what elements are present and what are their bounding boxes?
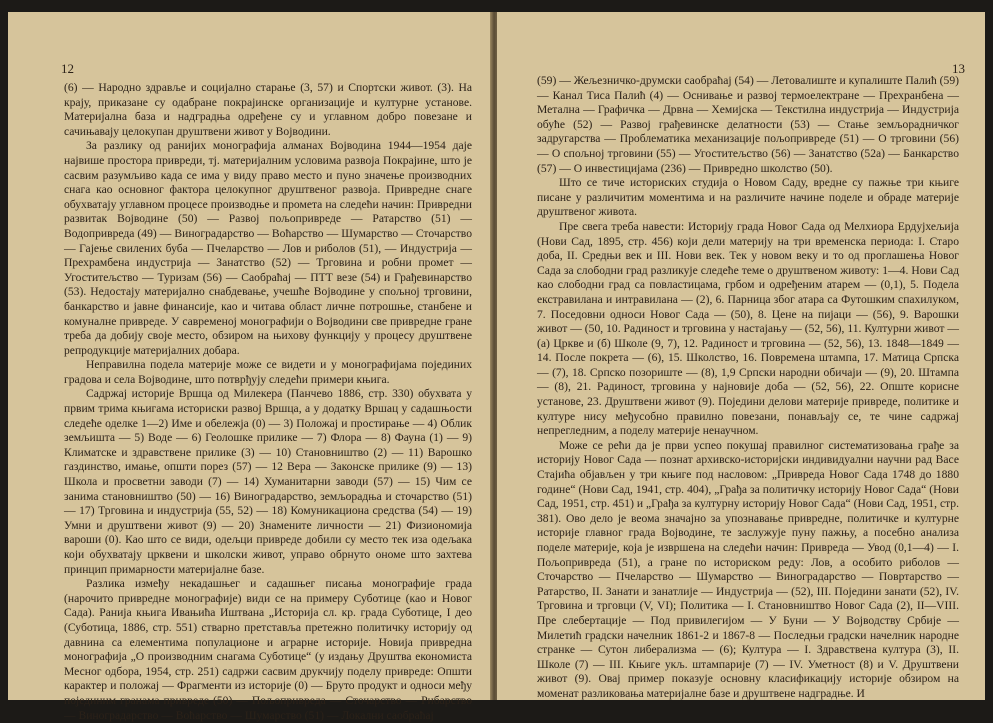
page-number-left: 12	[61, 61, 74, 76]
left-page-text	[64, 81, 472, 723]
right-page-text	[537, 74, 959, 702]
paragraph: За разлику од ранијих монографија алманах Војводина 1944—1954 даје највише простора привреди, тј. материјалним условима развоја Покрајине, што је сасвим разумљиво када се има у виду право место и пуно значење производних снага као основног фактора целокупног друштвеног развоја. Привредне снаге обухватају углавном процесе производње и промета на следећи начин: Привредни развитак Војводине (50) — Развој пољопривреде — Ратарство (51) — Водопривреда (49) — Виноградарство — Воћарство — Шумарство — Сточарство — Гајење свилених буба — Пчеларство — Лов и риболов (51), — Индустрија — Прехрамбена индустрија — Занатство (52) — Трговина и робни промет — Угоститељство — Туризам (56) — Саобраћај — ПТТ везе (54) и Грађевинарство (53). Недостају материјално снабдевање, учешће Војводине у спољној трговини, банкарство и јавне финансије, као и читава област личне потрошње, станбене и комуналне привреде. У савременој монографији о Војводини све привредне гране треба да добију своје место, обзиром на њихову функцију у процесу друштвене репродукције материјалних добара.	[64, 139, 472, 357]
paragraph: Пре свега треба навести: Историју града Новог Сада од Мелхиора Ердујхељија (Нови Сад, 1895, стр. 456) који дели материју на три временска периода: I. Старо доба, II. Средњи век и III. Нови век. Тек у новом веку и то од проглашења Новог Сада за слободни град разликује следеће теме о друштвеном животу: 1—4. Нови Сад као слободни град са повластицама, грбом и одређеним атарем — (0,1), 5. Подела екстравилана и интравилана — (2), 6. Парница због атара са Футошким спахилуком, 7. Поседовни односи Новог Сада — (50), 8. Цене на пијаци — (56), 9. Варошки живот — (50, 10. Радиност и трговина у настајању — (52, 56), 11. Културни живот — (а) Цркве и (б) Школе (9, 7), 12. Радиност и трговина — (52, 56), 13. 1848—1849 — 14. После покрета — (6), 15. Школство, 16. Повремена штампа, 17. Матица Српска — (7), 18. Српско позориште — (8), 1,9 Српски народни обичаји — (9), 20. Штампа — (8), 21. Радиност, трговина у најновије доба — (52, 56), 22. Опште корисне установе, 23. Друштвени живот (9). Поједини делови материје привреде, политике и културе нису међусобно правилно повезани, понављају се, те чине садржај непрегледним, а поделу материје ненаучном.	[537, 219, 959, 438]
paragraph: Може се рећи да је први успео покушај правилног систематизовања грађе за историју Новог Сада — познат архивско-историјски индивидуални научни рад Васе Стајића објављен у три књиге под насловом: „Привреда Новог Сада 1748 до 1880 године“ (Нови Сад, 1941, стр. 404), „Грађа за политичку историју Новог Сада“ (Нови Сад, 1951, стр. 451) и „Грађа за културну историју Новог Сада“ (Нови Сад, 1951, стр. 381). Ово дело је веома значајно за упознавање привредне, политичке и културне историје главног града Војводине, те заслужује пуну пажњу, а посебно анализа поделе материје, која је извршена на следећи начин: Привреда — Увод (0,1—4) — I. Пољопривреда (51), а гране по историском реду: Лов, а особито риболов — Сточарство — Пчеларство — Шумарство — Виноградарство — Повртарство — Ратарство, II. Занати и занатлије — Индустрија — (52), III. Поједини занати (52), IV. Трговина и трговци (V, VI); Политика — I. Становништво Новог Сада (2), II—VIII. Пре слебертације — Под привилегијом — У Буни — У Војводству Србије — Милетић градски начелник 1861-2 и 1867-8 — Последњи градски начелник народне странке — Сутон либерализма — (6); Култура — I. Здравствена култура (3), II. Школе (7) — III. Књиге укљ. штампарије (7) — IV. Уметност (8) и V. Друштвени живот (9). Овај пример показује основну класификацију историје обзиром на моменат разликовања материјалне базе и друштвене надградње. И	[537, 438, 959, 700]
paragraph: Што се тиче историских студија о Новом Саду, вредне су пажње три књиге писане у различитим моментима и на различите начине поделе и обраде материје друштвеног живота.	[537, 176, 959, 219]
paragraph: Садржај историје Вршца од Милекера (Панчево 1886, стр. 330) обухвата у првим трима књигама историски развој Вршца, а у додатку Вршац у садашњости следеће оделке 1—2) Име и обележја (0) — 3) Положај и простирање — 4) Облик земљишта — 5) Воде — 6) Геолошке прилике — 7) Флора — 8) Фауна (1) — 9) Климатске и здравствене прилике (3) — 10) Становништво (2) — 11) Варошко газдинство, имање, општи порез (57) — 12 Вера — Законске прилике (9) — 13) Школа и просветни заводи (7) — 14) Хуманитарни заводи (57) — 15) Чим се занима становништво (50) — 16) Виноградарство, земљорадња и сточарство (51) — 17) Трговина и индустрија (55, 52) — 18) Комуникациона средства (54) — 19) Умни и друштвени живот (9) — 20) Знамените личности — 21) Физиономија вароши (0). Као што се види, одељци привреде добили су место тек иза одељака који обухватају црквени и школски живот, управо обрнуто ономе што захтева принцип примарности материјалне базе.	[64, 387, 472, 576]
paragraph: Разлика између некадашњег и садашњег писања монографије града (нарочито привредне монографије) види се на примеру Суботице (као и Новог Сада). Ранија књига Ивањића Иштвана „Историја сл. кр. града Суботице, I део (Суботица, 1886, стр. 551) стварно претставља претежно политичку историју од давнина са елементима популационе и аграрне историје. Новија привредна монографија „О производним снагама Суботице“ (у издању Друштва економиста Месног одбора, 1954, стр. 251) садржи сасвим друкчију поделу привреде: Општи карактер и положај — Фрагменти из историје (0) — Бруто продукт и односи међу појединим гранама привреде (50) — Пољопривреда — Сточарство — Рибарство — Виноградарство — Воћарство — Шумарство (51) — Локални саобраћај	[64, 577, 472, 722]
paragraph: Неправилна подела материје може се видети и у монографијама појединих градова и села Војводине, што потврђују следећи примери књига.	[64, 358, 472, 386]
paragraph: (59) — Жељезничко-друмски саобраћај (54) — Летовалиште и купалиште Палић (59) — Канал Тиса Палић (4) — Оснивање и развој термоелектране — Прехранбена — Метална — Графичка — Дрвна — Хемијска — Текстилна индустрија — Индустрија обуће (52) — Развој грађевинске делатности (53) — Стање земљорадничког задругарства — Проблематика механизације пољопривреде (51) — О трговини (56) — О спољној трговини (55) — Угоститељство (56) — Занатство (52а) — Банкарство (57) — О инвестицијама (236) — Привредно школство (50).	[537, 74, 959, 175]
left-page	[8, 12, 492, 722]
paragraph: (6) — Народно здравље и социјално старање (3, 57) и Спортски живот. (3). На крају, приказане су одабране покрајинске организације и културне установе. Материјална база и надградња одређене су и углавном добро повезане и сачињавају целокупан друштвени живот у Војводини.	[64, 81, 472, 138]
right-page	[497, 12, 985, 700]
page-number-right: 13	[952, 61, 965, 76]
